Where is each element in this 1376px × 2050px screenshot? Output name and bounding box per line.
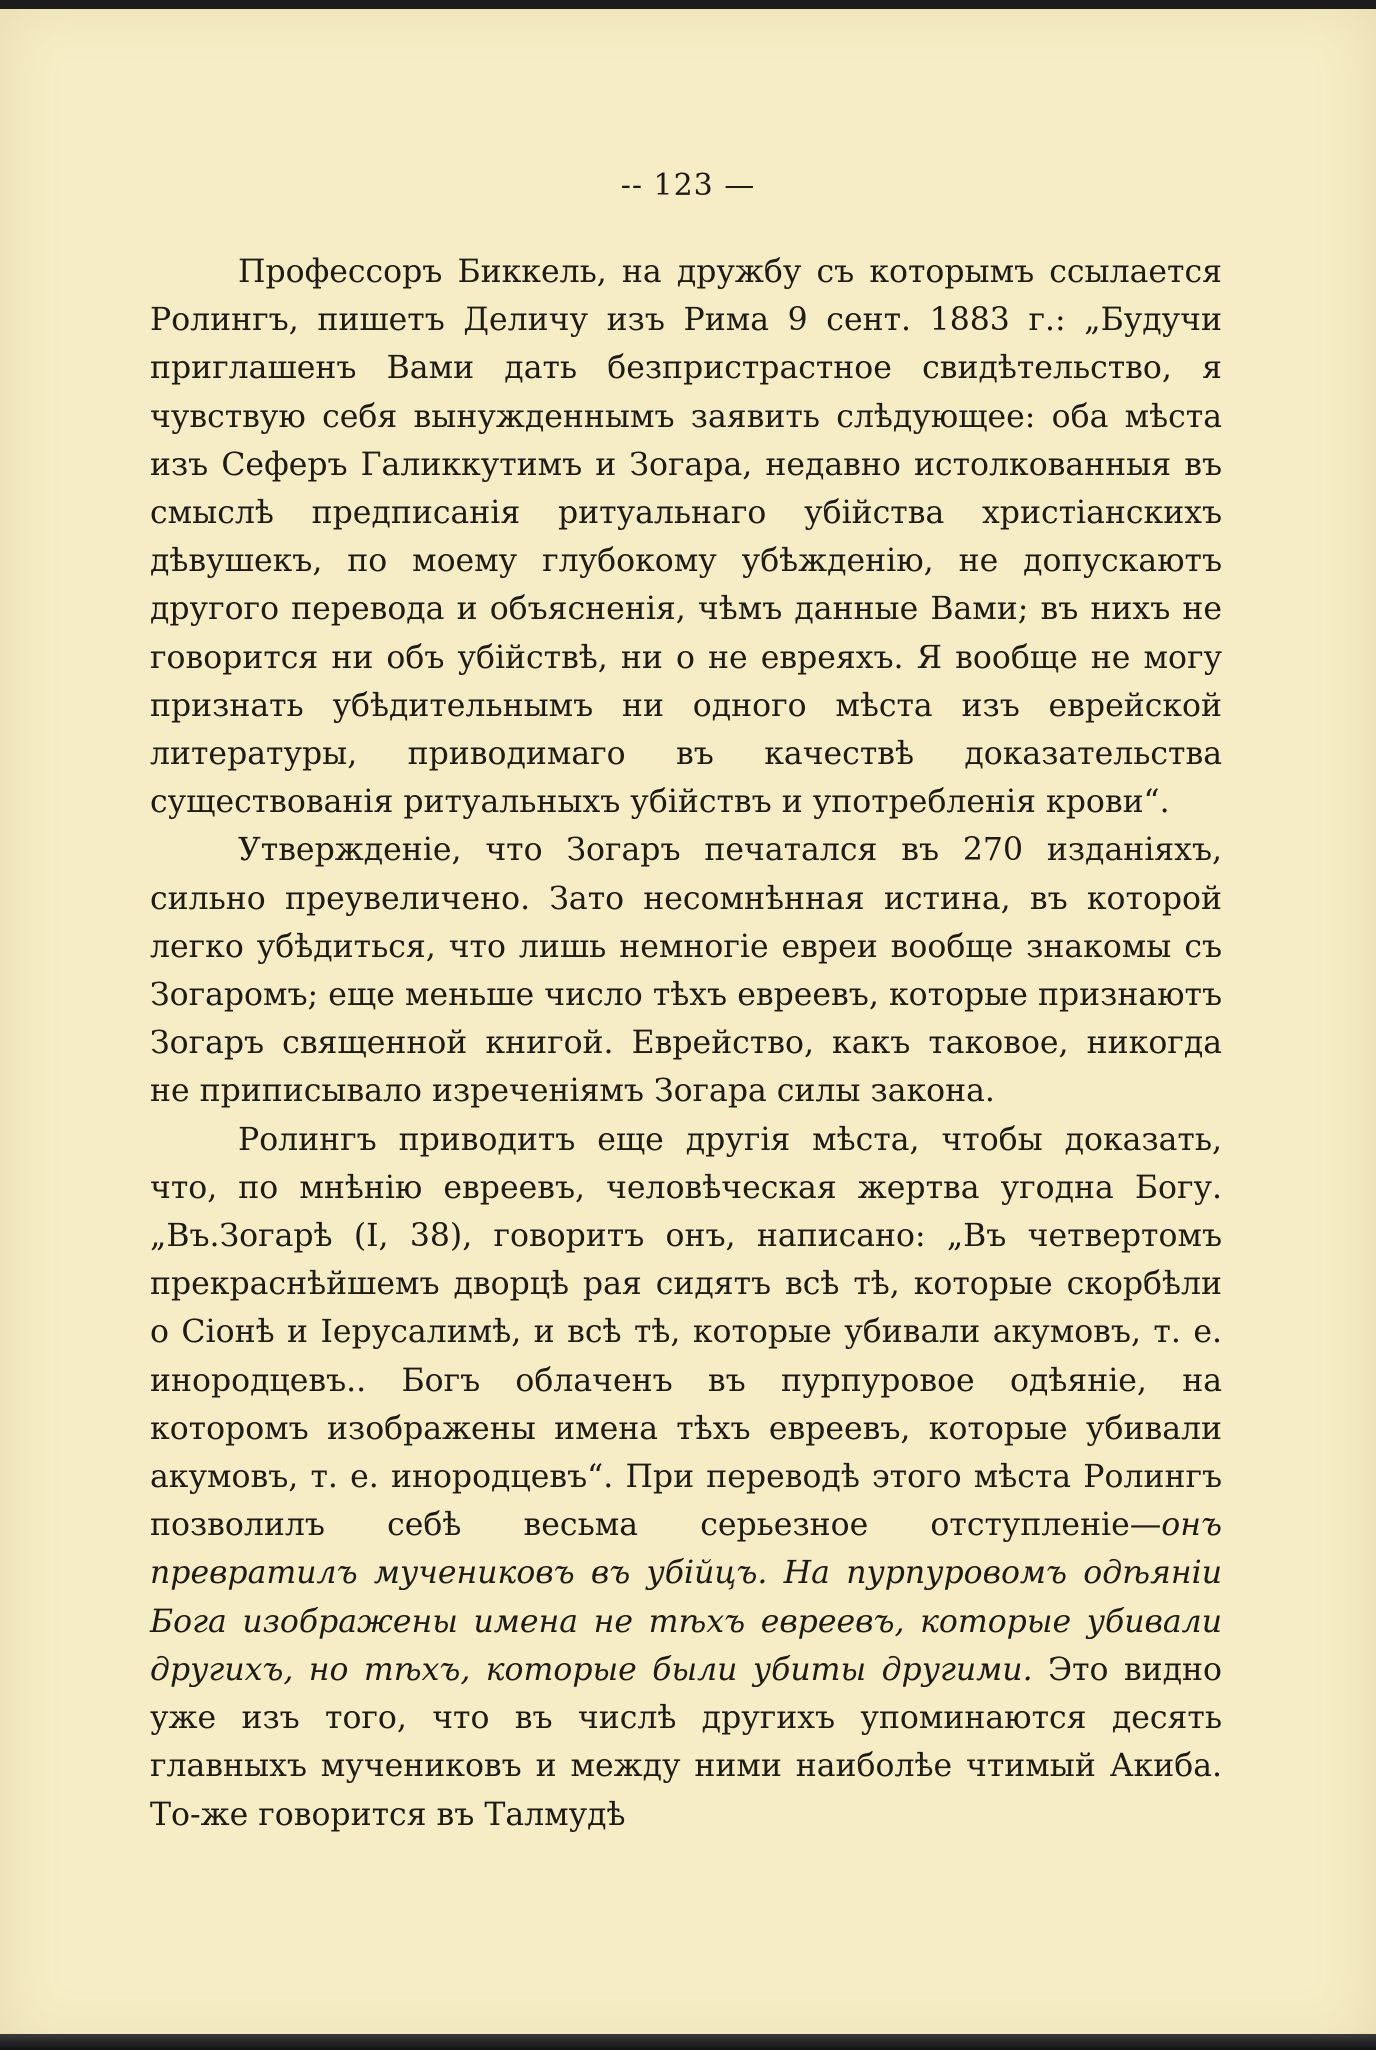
body-text: [150, 248, 1222, 1839]
page-bottom-edge: [0, 2034, 1376, 2050]
paragraph-1: Профессоръ Биккель, на дружбу съ которымъ ссылается Ролингъ, пишетъ Деличу изъ Рима 9 сент. 1883 г.: „Будучи приглашенъ Вами дать безпристрастное свидѣтельство, я чувствую себя вынужденнымъ заявить слѣдующее: оба мѣста изъ Сеферъ Галиккутимъ и Зогара, недавно истолкованныя въ смыслѣ предписанія ритуальнаго убійства христіанскихъ дѣвушекъ, по моему глубокому убѣжденію, не допускаютъ другого перевода и объясненія, чѣмъ данные Вами; въ нихъ не говорится ни объ убійствѣ, ни о не евреяхъ. Я вообще не могу признать убѣдительнымъ ни одного мѣста изъ еврейской литературы, приводимаго въ качествѣ доказательства существованія ритуальныхъ убійствъ и употребленія крови“.: [150, 254, 1222, 821]
paragraph-3: [150, 1116, 1222, 1839]
page-top-edge: [0, 0, 1376, 9]
paragraph-3-italic: онъ превратилъ мучениковъ въ убійцъ. На пурпуровомъ одѣяніи Бога изображены имена не тѣхъ евреевъ, которые убивали другихъ, но тѣхъ, которые были убиты другими.: [150, 1507, 1222, 1688]
page-number: -- 123 —: [620, 168, 756, 203]
paragraph-3-text: Ролингъ приводитъ еще другія мѣста, чтобы доказать, что, по мнѣнію евреевъ, человѣческая жертва угодна Богу. „Въ.Зогарѣ (I, 38), говоритъ онъ, написано: „Въ четвертомъ прекраснѣйшемъ дворцѣ рая сидятъ всѣ тѣ, которые скорбѣли о Сіонѣ и Іерусалимѣ, и всѣ тѣ, которые убивали акумовъ, т. е. инородцевъ.. Богъ облаченъ въ пурпуровое одѣяніе, на которомъ изображены имена тѣхъ евреевъ, которые убивали акумовъ, т. е. инородцевъ“. При переводѣ этого мѣста Ролингъ позволилъ себѣ весьма серьезное отступленіе—: [150, 1121, 1222, 1544]
paragraph-2: Утвержденіе, что Зогаръ печатался въ 270 изданіяхъ, сильно преувеличено. Зато несомнѣнная истина, въ которой легко убѣдиться, что лишь немногіе евреи вообще знакомы съ Зогаромъ; еще меньше число тѣхъ евреевъ, которые признаютъ Зогаръ священной книгой. Еврейство, какъ таковое, никогда не приписывало изреченіямъ Зогара силы закона.: [150, 832, 1222, 1110]
paragraph-3-text-end: Это видно уже изъ того, что въ числѣ другихъ упоминаются десять главныхъ мучениковъ и между ними наиболѣе чтимый Акиба. То-же говорится въ Талмудѣ: [150, 1651, 1222, 1833]
